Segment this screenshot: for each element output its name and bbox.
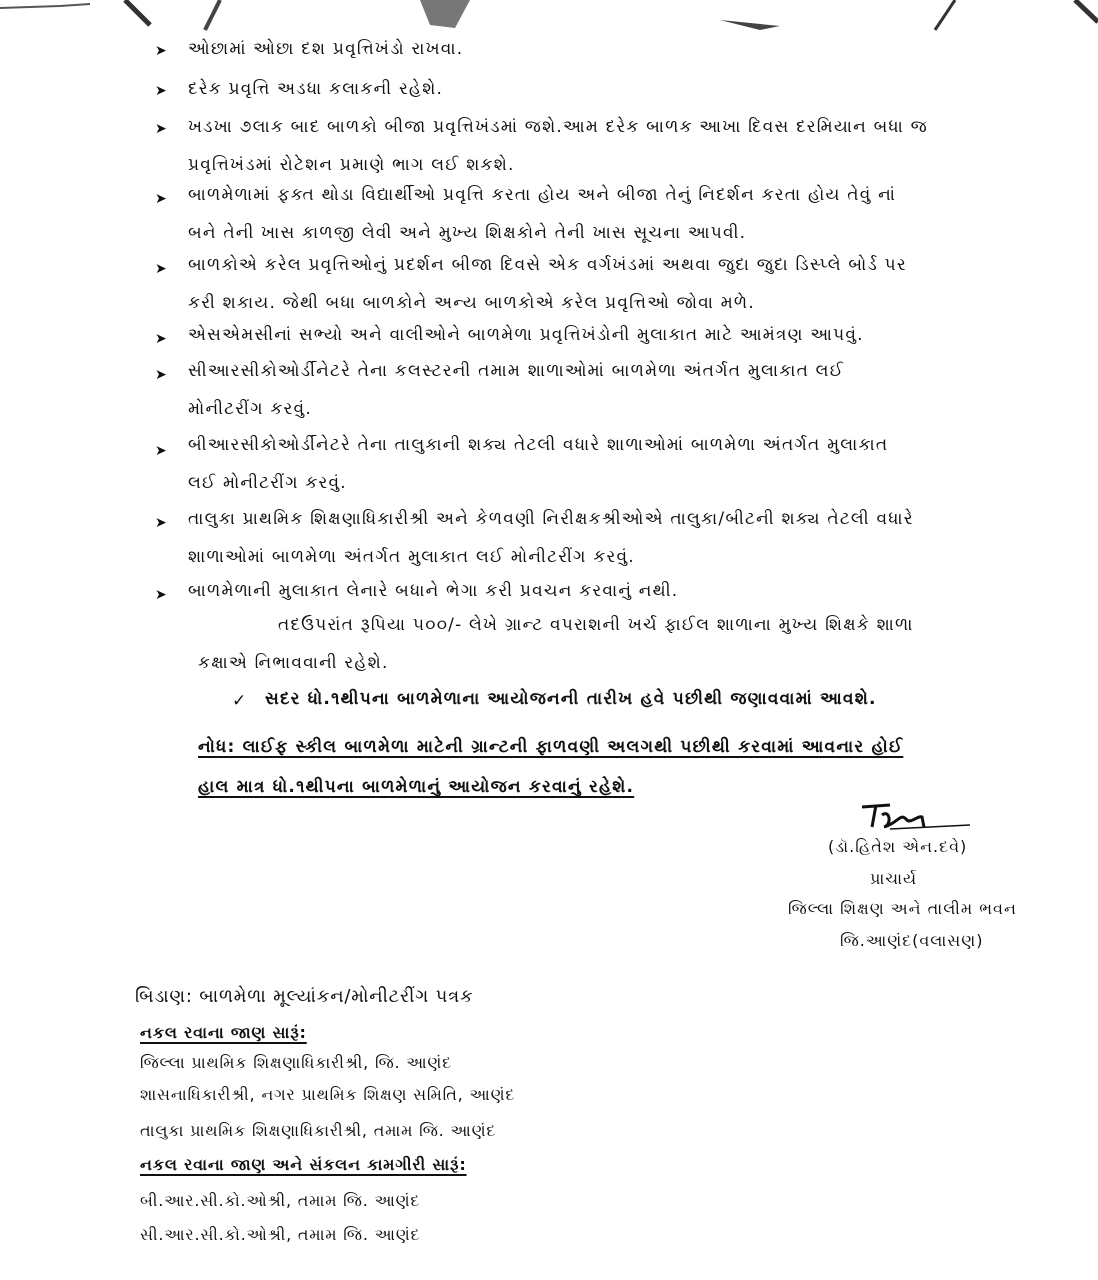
bullet-text: મોનીટરીંગ કરવું.	[188, 399, 312, 419]
signatory-place: જિ.આણંદ(વલાસણ)	[840, 931, 984, 950]
bullet-text: બને તેની ખાસ કાળજી લેવી અને મુખ્ય શિક્ષકોને તેની ખાસ સૂચના આપવી.	[188, 223, 747, 243]
grant-paragraph-line: તદઉપરાંત રૂપિયા ૫૦૦/- લેખે ગ્રાન્ટ વપરાશની ખર્ચ ફાઈલ શાળાના મુખ્ય શિક્ષકે શાળા	[278, 615, 914, 635]
note-line: નોધ: લાઈફ સ્કીલ બાળમેળા માટેની ગ્રાન્ટની ફાળવણી અલગથી પછીથી કરવામાં આવનાર હોઈ	[198, 737, 904, 757]
signatory-office: જિલ્લા શિક્ષણ અને તાલીમ ભવન	[788, 899, 1017, 918]
bullet-text: તાલુકા પ્રાથમિક શિક્ષણાધિકારીશ્રી અને કેળવણી નિરીક્ષકશ્રીઓએ તાલુકા/બીટની શક્ય તેટલી વધારે	[188, 509, 914, 529]
bullet-text: શાળાઓમાં બાળમેળા અંતર્ગત મુલાકાત લઈ મોનીટરીંગ કરવું.	[188, 547, 635, 567]
copy-heading: નકલ રવાના જાણ સારૂં:	[140, 1023, 307, 1042]
bullet-icon: ➤	[155, 121, 167, 137]
bullet-text: કરી શકાય. જેથી બધા બાળકોને અન્ય બાળકોએ કરેલ પ્રવૃત્તિઓ જોવા મળે.	[188, 293, 755, 313]
bullet-icon: ➤	[155, 587, 167, 603]
bullet-text: પ્રવૃત્તિખંડમાં રોટેશન પ્રમાણે ભાગ લઈ શકશે.	[188, 155, 515, 175]
bullet-icon: ➤	[155, 367, 167, 383]
note-line: હાલ માત્ર ધો.૧થીપના બાળમેળાનું આયોજન કરવાનું રહેશે.	[198, 777, 635, 797]
bullet-text: એસએમસીનાં સભ્યો અને વાલીઓને બાળમેળા પ્રવૃત્તિખંડોની મુલાકાત માટે આમંત્રણ આપવું.	[188, 325, 864, 345]
bullet-icon: ➤	[155, 261, 167, 277]
enclosure-line: બિડાણ: બાળમેળા મૂલ્યાંકન/મોનીટરીંગ પત્રક	[135, 986, 474, 1007]
grant-paragraph-line: કક્ષાએ નિભાવવાની રહેશે.	[198, 653, 389, 673]
bullet-text: બીઆરસીકોઓર્ડીનેટરે તેના તાલુકાની શક્ય તેટલી વધારે શાળાઓમાં બાળમેળા અંતર્ગત મુલાકાત	[188, 435, 889, 455]
signatory-name: (ડૉ.હિતેશ એન.દવે)	[828, 837, 968, 856]
copy-recipient: બી.આર.સી.કો.ઓશ્રી, તમામ જિ. આણંદ	[140, 1191, 421, 1210]
bullet-text: સીઆરસીકોઓર્ડીનેટરે તેના કલસ્ટરની તમામ શાળાઓમાં બાળમેળા અંતર્ગત મુલાકાત લઈ	[188, 361, 845, 381]
bullet-icon: ➤	[155, 191, 167, 207]
check-icon: ✓	[232, 691, 247, 711]
copy-recipient: જિલ્લા પ્રાથમિક શિક્ષણાધિકારીશ્રી, જિ. આણંદ	[140, 1053, 452, 1072]
bullet-text: બાળમેળામાં ફક્ત થોડા વિદ્યાર્થીઓ પ્રવૃત્તિ કરતા હોય અને બીજા તેનું નિદર્શન કરતા હોય તેવું નાં	[188, 185, 897, 205]
copy-recipient: શાસનાધિકારીશ્રી, નગર પ્રાથમિક શિક્ષણ સમિતિ, આણંદ	[140, 1085, 516, 1104]
date-notice: સદર ધો.૧થીપના બાળમેળાના આયોજનની તારીખ હવે પછીથી જણાવવામાં આવશે.	[265, 689, 877, 709]
bullet-text: દરેક પ્રવૃત્તિ અડધા કલાકની રહેશે.	[188, 79, 444, 99]
scan-artifacts	[0, 0, 1098, 40]
bullet-text: ખડખા ૭લાક બાદ બાળકો બીજા પ્રવૃત્તિખંડમાં જશે.આમ દરેક બાળક આખા દિવસ દરમિયાન બધા જ	[188, 117, 928, 137]
signatory-title: પ્રાચાર્ય	[870, 869, 918, 888]
copy-recipient: સી.આર.સી.કો.ઓશ્રી, તમામ જિ. આણંદ	[140, 1225, 421, 1244]
bullet-icon: ➤	[155, 515, 167, 531]
bullet-icon: ➤	[155, 43, 167, 59]
copy-recipient: તાલુકા પ્રાથમિક શિક્ષણાધિકારીશ્રી, તમામ જિ. આણંદ	[140, 1121, 497, 1140]
bullet-icon: ➤	[155, 83, 167, 99]
bullet-icon: ➤	[155, 331, 167, 347]
bullet-text: લઈ મોનીટરીંગ કરવું.	[188, 473, 347, 493]
bullet-text: બાળકોએ કરેલ પ્રવૃત્તિઓનું પ્રદર્શન બીજા દિવસે એક વર્ગખંડમાં અથવા જુદા જુદા ડિસ્પ્લે બોર્ડ પર	[188, 255, 907, 275]
copy-heading: નકલ રવાના જાણ અને સંકલન કામગીરી સારૂં:	[140, 1155, 467, 1174]
bullet-text: ઓછામાં ઓછા દશ પ્રવૃત્તિખંડો રાખવા.	[188, 39, 464, 59]
bullet-text: બાળમેળાની મુલાકાત લેનારે બધાને ભેગા કરી પ્રવચન કરવાનું નથી.	[188, 581, 679, 601]
bullet-icon: ➤	[155, 443, 167, 459]
